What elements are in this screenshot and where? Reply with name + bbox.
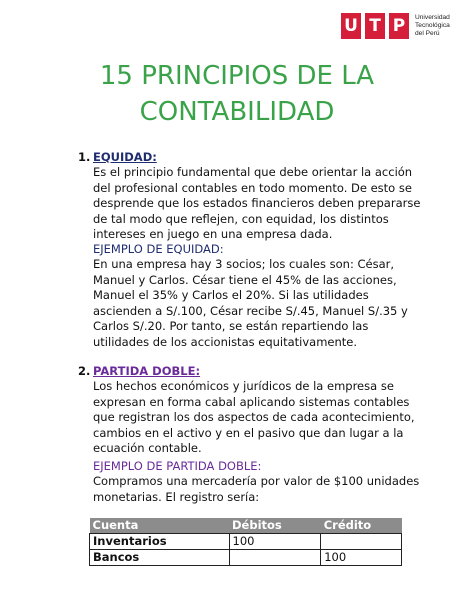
cell-credit [321,534,402,550]
section-paragraph-partida-doble: Los hechos económicos y jurídicos de la empresa se expresan en forma cabal aplicando sistemas contables que registran los dos aspectos de cada acontecimiento, cambios en el activo y en el pasivo que dan lugar a la ecuación contable. [93,379,415,455]
logo-university-name: Universidad Tecnológica del Perú [415,14,450,37]
cell-account: Bancos [90,550,230,566]
cell-debit [229,550,321,566]
logo-letter-t: T [365,13,385,39]
utp-logo [341,13,469,39]
cell-credit: 100 [321,550,402,566]
section-heading-partida-doble: PARTIDA DOBLE: [93,364,201,378]
table-row [90,550,402,566]
example-heading-partida-doble: EJEMPLO DE PARTIDA DOBLE: [93,459,262,473]
column-header-debitos: Débitos [229,518,321,534]
cell-account: Inventarios [90,534,230,550]
page-title: 15 PRINCIPIOS DE LA CONTABILIDAD [99,61,375,127]
example-paragraph-equidad: En una empresa hay 3 socios; los cuales son: César, Manuel y Carlos. César tiene el 45% de las acciones, Manuel el 35% y Carlos el 20%. Si las utilidades ascienden a S/.100, César recibe S/.45, Manuel S/.35 y Carlos S/.20. Por tanto, se están repartiendo las utilidades de los accionistas equitativamente. [93,257,408,349]
column-header-cuenta: Cuenta [90,518,230,534]
ledger-table [89,518,402,566]
section-heading-equidad: EQUIDAD: [93,150,157,164]
section-number: 2. [78,364,91,378]
table-row [90,534,402,550]
section-number: 1. [78,150,91,164]
cell-debit: 100 [229,534,321,550]
section-paragraph-equidad: Es el principio fundamental que debe orientar la acción del profesional contables en todo momento. De esto se desprende que los estados financieros deben prepararse de tal modo que reflejen, con equidad, los distintos intereses en juego en una empresa dada. [93,165,421,241]
example-heading-equidad: EJEMPLO DE EQUIDAD: [93,242,224,256]
logo-letter-u: U [341,13,361,39]
example-paragraph-partida-doble: Compramos una mercadería por valor de $100 unidades monetarias. El registro sería: [93,474,420,504]
table-header-row [90,518,402,534]
column-header-credito: Crédito [321,518,402,534]
logo-letter-p: P [389,13,409,39]
